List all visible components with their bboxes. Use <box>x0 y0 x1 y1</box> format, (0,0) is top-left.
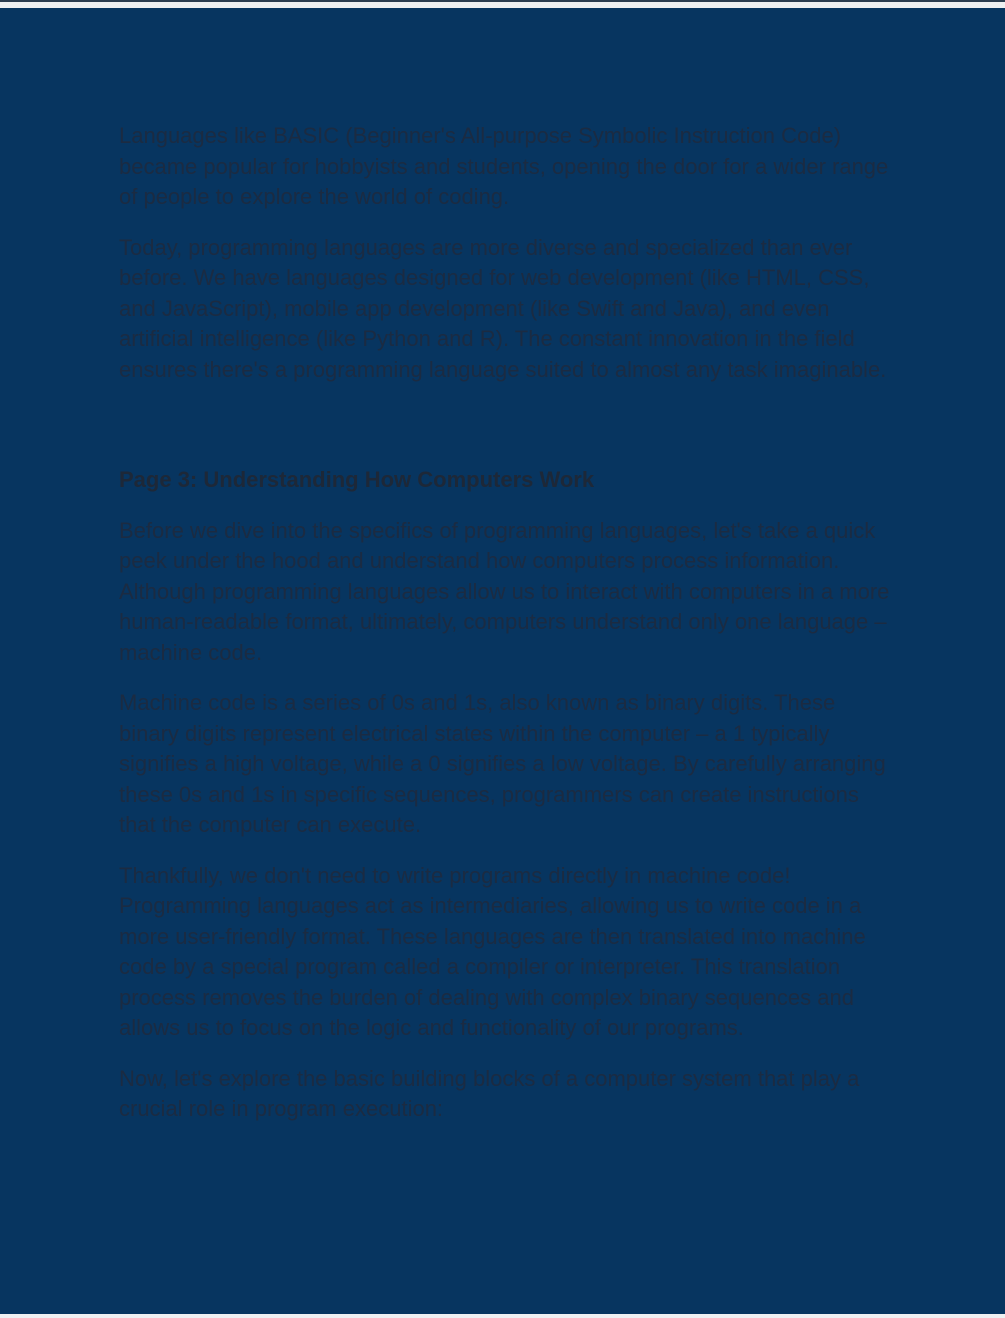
paragraph: Languages like BASIC (Beginner's All-purpose Symbolic Instruction Code) became popular for hobbyists and students, opening the door for a wider range of people to explore the world of coding. <box>119 123 889 209</box>
paragraph: Thankfully, we don't need to write programs directly in machine code! Programming languages act as intermediaries, allowing us to write code in a more user-friendly format. These languages are then translated into machine code by a special program called a compiler or interpreter. This translation process removes the burden of dealing with complex binary sequences and allows us to focus on the logic and functionality of our programs. <box>119 862 866 1040</box>
document-content <box>119 121 894 1145</box>
paragraph: Before we dive into the specifics of programming languages, let's take a quick peek under the hood and understand how computers process information. Although programming languages allow us to interact with computers in a more human-readable format, ultimately, computers understand only one language – machine code. <box>119 517 890 665</box>
paragraph: Now, let's explore the basic building blocks of a computer system that play a crucial role in program execution: <box>119 1065 860 1121</box>
paragraph: Machine code is a series of 0s and 1s, also known as binary digits. These binary digits represent electrical states within the computer – a 1 typically signifies a high voltage, while a 0 signifies a low voltage. By carefully arranging these 0s and 1s in specific sequences, programmers can create instructions that the computer can execute. <box>119 690 886 837</box>
top-border <box>0 0 1005 2</box>
paragraph: Today, programming languages are more diverse and specialized than ever before. We have languages designed for web development (like HTML, CSS, and JavaScript), mobile app development (like Swift and Java), and even artificial intelligence (like Python and R). The constant innovation in the field ensures there's a programming language suited to almost any task imaginable. <box>119 234 887 382</box>
section-heading: Page 3: Understanding How Computers Work <box>119 467 595 492</box>
